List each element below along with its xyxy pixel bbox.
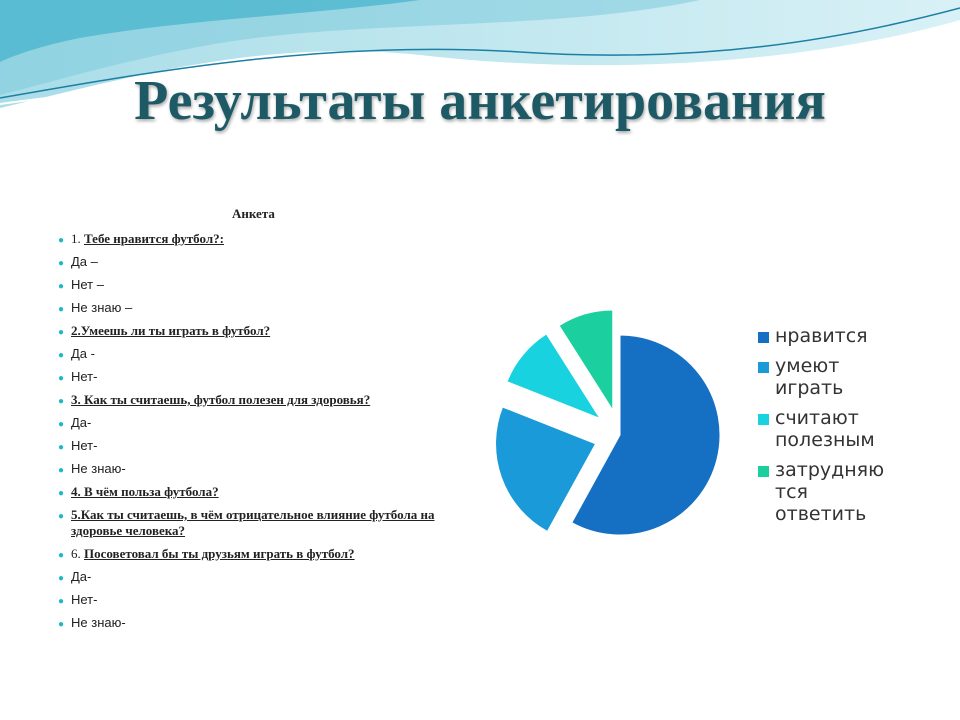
bullet-icon: ● bbox=[58, 572, 65, 584]
slide-title: Результаты анкетирования bbox=[134, 70, 826, 132]
question-text: 4. В чём польза футбола? bbox=[71, 484, 219, 499]
answer-text: Не знаю- bbox=[71, 461, 126, 476]
bullet-icon: ● bbox=[58, 488, 65, 499]
pie-chart bbox=[470, 290, 950, 560]
legend-swatch bbox=[758, 466, 769, 477]
survey-answer-option bbox=[58, 461, 468, 477]
answer-text: Нет- bbox=[71, 369, 98, 384]
bullet-icon: ● bbox=[58, 511, 65, 522]
survey-panel bbox=[58, 206, 468, 638]
bullet-icon: ● bbox=[58, 235, 65, 246]
legend-label: нравится bbox=[775, 325, 868, 347]
answer-text: Не знаю- bbox=[71, 614, 126, 630]
answer-text: Да – bbox=[71, 254, 98, 269]
bullet-icon: ● bbox=[58, 304, 65, 315]
survey-list bbox=[58, 231, 468, 630]
legend-swatch bbox=[758, 332, 769, 343]
answer-text: Да - bbox=[71, 346, 95, 361]
survey-question bbox=[58, 507, 468, 538]
question-number: 6. bbox=[71, 545, 84, 561]
question-text: Тебе нравится футбол?: bbox=[84, 231, 224, 246]
answer-text: Нет – bbox=[71, 277, 104, 292]
answer-text: Нет- bbox=[71, 438, 98, 453]
bullet-icon: ● bbox=[58, 350, 65, 361]
answer-text: Не знаю – bbox=[71, 300, 133, 315]
bullet-icon: ● bbox=[58, 419, 65, 430]
question-text: Посоветовал бы ты друзьям играть в футбол? bbox=[84, 545, 355, 561]
legend-label: умеют играть bbox=[775, 355, 844, 399]
bullet-icon: ● bbox=[58, 618, 65, 630]
survey-answer-option bbox=[58, 254, 468, 270]
survey-answer-option bbox=[58, 300, 468, 316]
legend-label: затрудняю тся ответить bbox=[775, 459, 885, 525]
legend-swatch bbox=[758, 362, 769, 373]
question-text: 3. Как ты считаешь, футбол полезен для здоровья? bbox=[71, 392, 371, 407]
survey-answer-option bbox=[58, 438, 468, 454]
survey-answer-option bbox=[58, 569, 468, 585]
bullet-icon: ● bbox=[58, 258, 65, 269]
bullet-icon: ● bbox=[58, 442, 65, 453]
survey-answer-option bbox=[58, 369, 468, 385]
bullet-icon: ● bbox=[58, 396, 65, 407]
legend-label: считают полезным bbox=[775, 407, 875, 451]
question-text: 5.Как ты считаешь, в чём отрицательное влияние футбола на здоровье человека? bbox=[71, 507, 435, 538]
bullet-icon: ● bbox=[58, 595, 65, 607]
answer-text: Нет- bbox=[71, 591, 98, 607]
survey-heading: Анкета bbox=[232, 206, 275, 221]
question-number: 1. bbox=[71, 231, 84, 246]
survey-answer-option bbox=[58, 277, 468, 293]
survey-question bbox=[58, 484, 468, 500]
question-text: 2.Умеешь ли ты играть в футбол? bbox=[71, 323, 271, 338]
survey-question bbox=[58, 392, 468, 408]
answer-text: Да- bbox=[71, 568, 92, 584]
bullet-icon: ● bbox=[58, 327, 65, 338]
bullet-icon: ● bbox=[58, 373, 65, 384]
answer-text: Да- bbox=[71, 415, 92, 430]
bullet-icon: ● bbox=[58, 281, 65, 292]
survey-answer-option bbox=[58, 592, 468, 608]
survey-answer-option bbox=[58, 415, 468, 431]
survey-question bbox=[58, 323, 468, 339]
bullet-icon: ● bbox=[58, 549, 65, 561]
bullet-icon: ● bbox=[58, 465, 65, 476]
legend-swatch bbox=[758, 414, 769, 425]
survey-answer-option bbox=[58, 615, 468, 631]
survey-question bbox=[58, 231, 468, 247]
survey-question bbox=[58, 546, 468, 562]
survey-answer-option bbox=[58, 346, 468, 362]
